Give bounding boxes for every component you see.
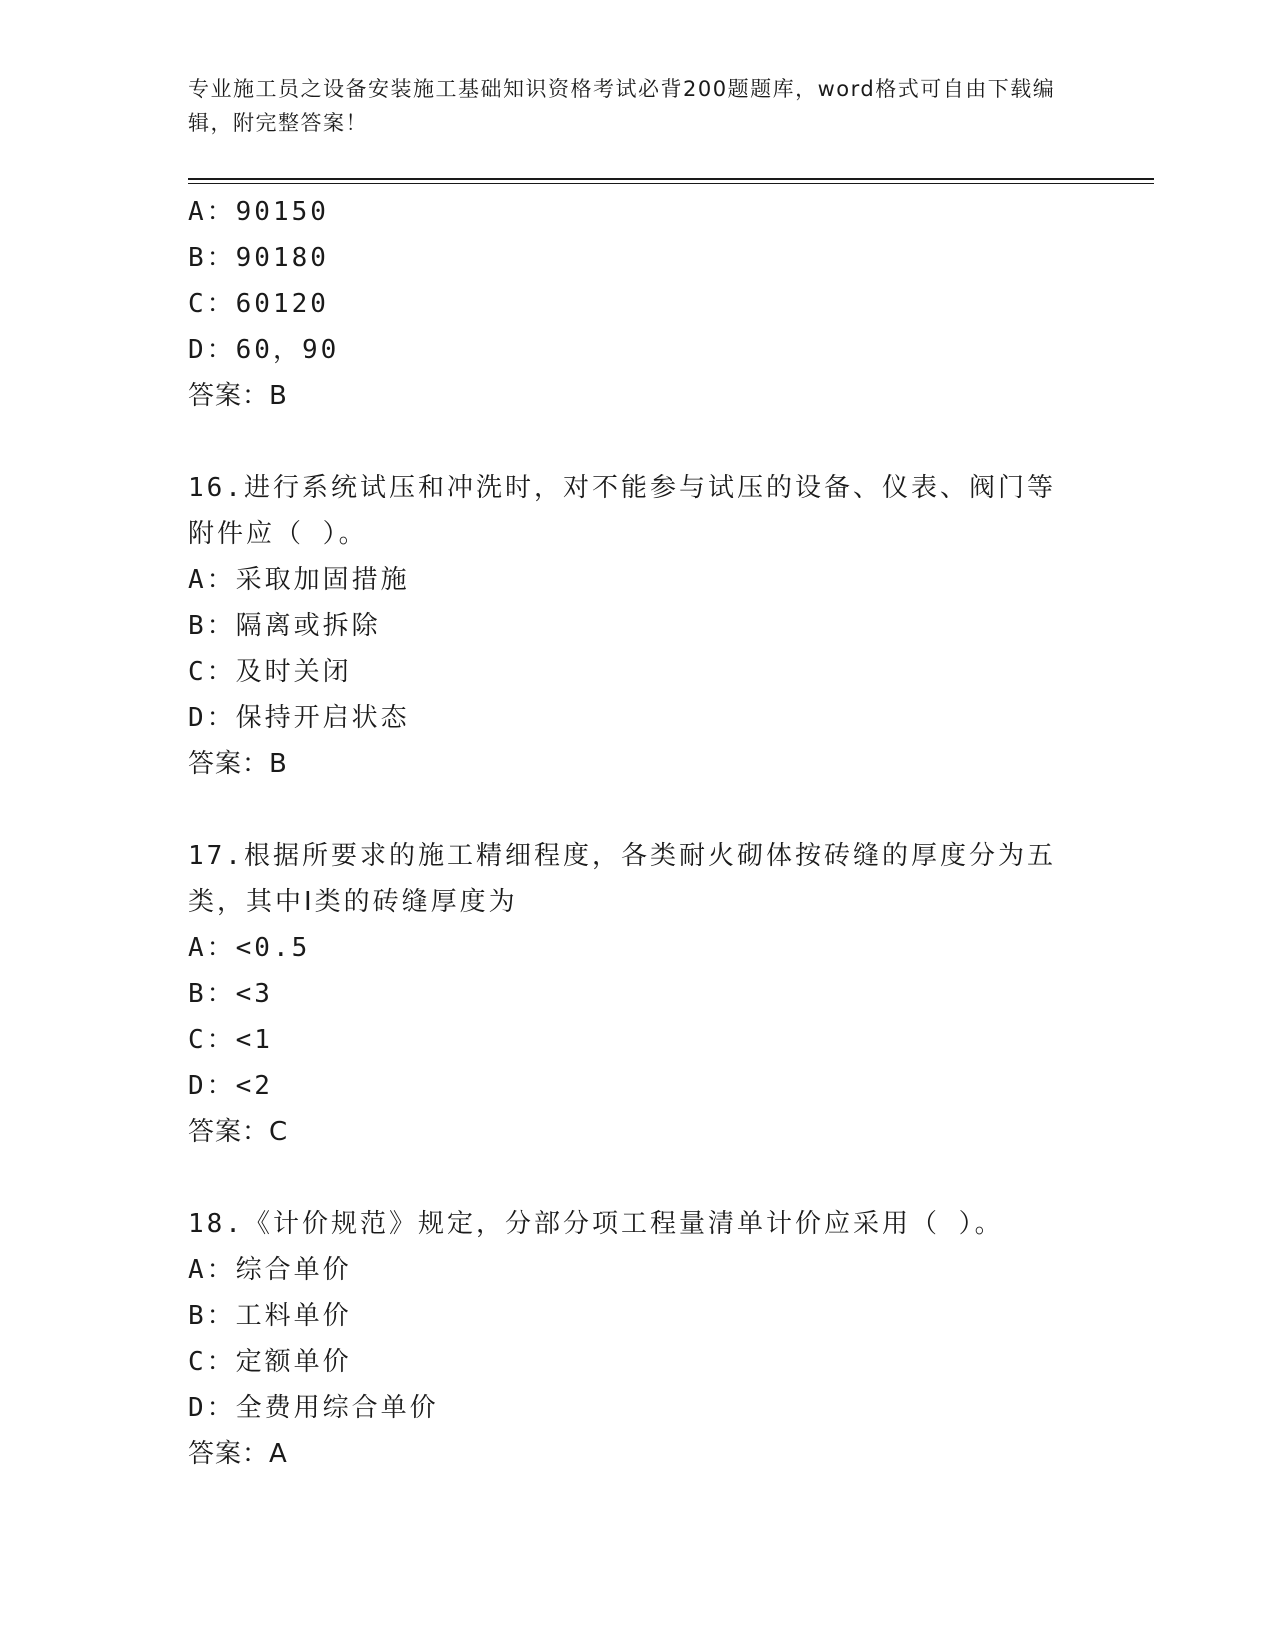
option-d: D：<2 (188, 1071, 273, 1101)
question-17 (188, 833, 1088, 1155)
question-stem: 18.《计价规范》规定，分部分项工程量清单计价应采用（ ）。 (188, 1209, 1004, 1239)
option-a: A：90150 (188, 197, 329, 227)
answer: 答案：B (188, 749, 288, 779)
option-b: B：工料单价 (188, 1301, 352, 1331)
answer: 答案：B (188, 381, 288, 411)
header-divider-thin (188, 183, 1154, 184)
option-c: C：定额单价 (188, 1347, 352, 1377)
option-b: B：90180 (188, 243, 329, 273)
option-d: D：全费用综合单价 (188, 1393, 439, 1423)
question-list (188, 189, 1088, 1477)
option-a: A：采取加固措施 (188, 565, 410, 595)
option-a: A：<0.5 (188, 933, 311, 963)
option-c: C：及时关闭 (188, 657, 352, 687)
answer: 答案：C (188, 1117, 289, 1147)
option-c: C：60120 (188, 289, 329, 319)
document-header: 专业施工员之设备安装施工基础知识资格考试必背200题题库，word格式可自由下载编辑，附完整答案！ (188, 77, 1056, 135)
option-b: B：<3 (188, 979, 273, 1009)
question-15 (188, 189, 1088, 419)
question-stem: 16.进行系统试压和冲洗时，对不能参与试压的设备、仪表、阀门等附件应（ ）。 (188, 473, 1056, 549)
option-d: D：60，90 (188, 335, 340, 365)
option-c: C：<1 (188, 1025, 273, 1055)
question-18 (188, 1201, 1088, 1477)
option-d: D：保持开启状态 (188, 703, 410, 733)
question-16 (188, 465, 1088, 787)
option-a: A：综合单价 (188, 1255, 352, 1285)
question-stem: 17.根据所要求的施工精细程度，各类耐火砌体按砖缝的厚度分为五类，其中Ⅰ类的砖缝厚度为 (188, 841, 1056, 917)
header-divider-thick (188, 178, 1154, 180)
option-b: B：隔离或拆除 (188, 611, 381, 641)
answer: 答案：A (188, 1439, 288, 1469)
